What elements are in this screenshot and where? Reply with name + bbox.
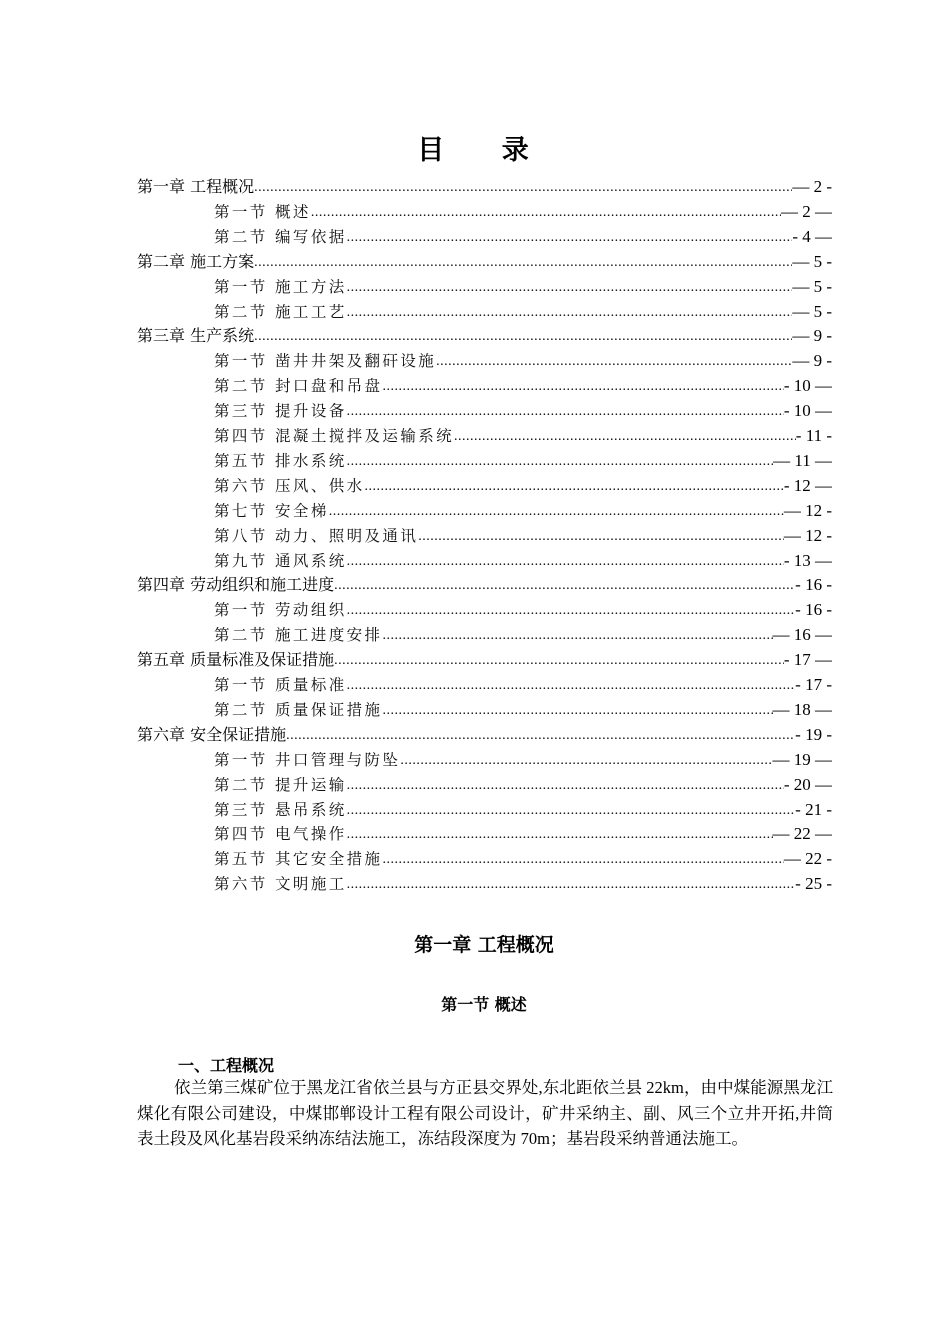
toc-entry-label: 第六节 文明施工 xyxy=(214,875,347,894)
toc-entry-label: 第二节 编写依据 xyxy=(214,227,347,246)
toc-section-entry[interactable] xyxy=(214,772,832,796)
toc-entry-label: 第一节 劳动组织 xyxy=(214,601,347,620)
toc-entry-label: 第三节 悬吊系统 xyxy=(214,800,347,819)
toc-dot-leader xyxy=(334,576,795,596)
toc-section-entry[interactable] xyxy=(214,821,832,845)
toc-dot-leader xyxy=(347,303,793,323)
toc-section-entry[interactable] xyxy=(214,747,832,771)
toc-section-entry[interactable] xyxy=(214,846,832,870)
toc-entry-page: - 20 — xyxy=(783,774,832,794)
toc-entry-page: - 11 - xyxy=(795,426,832,445)
toc-entry-page: — 18 — xyxy=(772,699,832,719)
toc-entry-label: 第二节 施工工艺 xyxy=(214,302,347,321)
toc-section-entry[interactable] xyxy=(214,672,832,696)
toc-entry-label: 第二节 封口盘和吊盘 xyxy=(214,377,383,396)
toc-entry-label: 第五节 其它安全措施 xyxy=(214,850,383,869)
toc-entry-label: 第三节 提升设备 xyxy=(214,402,347,421)
toc-dot-leader xyxy=(347,402,784,422)
toc-entry-label: 第五章 质量标准及保证措施 xyxy=(137,650,335,670)
toc-section-entry[interactable] xyxy=(214,523,832,547)
toc-entry-page: - 16 - xyxy=(795,575,832,595)
toc-entry-label: 第一节 凿井井架及翻矸设施 xyxy=(214,352,437,371)
toc-section-entry[interactable] xyxy=(214,299,832,323)
toc-dot-leader xyxy=(436,352,792,372)
toc-entry-page: — 12 - xyxy=(783,525,832,545)
toc-title: 目 录 xyxy=(417,135,553,166)
toc-dot-leader xyxy=(329,502,784,522)
toc-dot-leader xyxy=(347,601,796,621)
toc-entry-label: 第四章 劳动组织和施工进度 xyxy=(137,575,335,595)
toc-entry-page: — 22 — xyxy=(772,824,832,844)
chapter-heading: 第一章 工程概况 xyxy=(414,934,554,956)
toc-dot-leader xyxy=(347,452,773,472)
toc-section-entry[interactable] xyxy=(214,274,832,298)
toc-dot-leader xyxy=(382,626,772,646)
toc-entry-page: - 17 — xyxy=(783,650,832,670)
toc-entry-page: — 5 - xyxy=(792,301,832,321)
toc-section-entry[interactable] xyxy=(214,797,832,821)
toc-entry-label: 第一章 工程概况 xyxy=(137,177,255,196)
toc-chapter-entry[interactable] xyxy=(137,323,832,347)
toc-dot-leader xyxy=(347,228,793,248)
toc-section-entry[interactable] xyxy=(214,548,832,572)
toc-entry-page: - 25 - xyxy=(795,874,832,894)
toc-entry-label: 第一节 概述 xyxy=(214,202,311,221)
toc-entry-label: 第七节 安全梯 xyxy=(214,501,329,520)
toc-entry-label: 第二节 施工进度安排 xyxy=(214,626,383,645)
toc-section-entry[interactable] xyxy=(214,473,832,497)
body-paragraph: 依兰第三煤矿位于黑龙江省依兰县与方正县交界处,东北距依兰县 22km，由中煤能源黑龙江煤化有限公司建设，中煤邯郸设计工程有限公司设计，矿井采纳主、副、风三个立井开拓,井筒表土段及风化基岩段采纳冻结法施工，冻结段深度为 70m；基岩段采纳普通法施工。 xyxy=(137,1078,833,1148)
toc-entry-page: — 2 - xyxy=(792,177,832,196)
toc-chapter-entry[interactable] xyxy=(137,647,832,671)
toc-section-entry[interactable] xyxy=(214,448,832,472)
toc-entry-label: 第三章 生产系统 xyxy=(137,326,255,346)
toc-entry-page: — 19 — xyxy=(772,749,832,769)
toc-section-entry[interactable] xyxy=(214,871,832,895)
toc-entry-label: 第二节 提升运输 xyxy=(214,775,347,794)
subheading: 一、工程概况 xyxy=(178,1056,275,1075)
toc-entry-page: — 12 - xyxy=(783,500,832,520)
toc-entry-label: 第一节 质量标准 xyxy=(214,676,347,694)
toc-dot-leader xyxy=(365,477,784,497)
toc-section-entry[interactable] xyxy=(214,697,832,721)
toc-entry-page: — 16 — xyxy=(772,625,832,645)
toc-entry-page: - 19 - xyxy=(795,724,832,744)
toc-dot-leader xyxy=(311,203,781,223)
toc-dot-leader xyxy=(382,377,783,397)
toc-entry-page: - 13 — xyxy=(783,550,832,570)
toc-entry-page: — 11 — xyxy=(773,450,832,470)
toc-section-entry[interactable] xyxy=(214,622,832,646)
toc-section-entry[interactable] xyxy=(214,423,832,447)
toc-entry-label: 第四节 电气操作 xyxy=(214,825,347,844)
toc-section-entry[interactable] xyxy=(214,348,832,372)
toc-entry-page: — 2 — xyxy=(781,201,832,221)
toc-entry-page: — 5 - xyxy=(792,251,832,271)
toc-entry-label: 第二节 质量保证措施 xyxy=(214,700,383,719)
toc-chapter-entry[interactable] xyxy=(137,174,832,198)
toc-entry-label: 第九节 通风系统 xyxy=(214,551,347,570)
toc-chapter-entry[interactable] xyxy=(137,722,832,746)
toc-dot-leader xyxy=(334,651,784,671)
toc-entry-page: - 10 — xyxy=(783,401,832,421)
toc-entry-page: - 16 - xyxy=(795,600,832,620)
toc-dot-leader xyxy=(454,427,796,447)
toc-entry-page: — 22 - xyxy=(783,849,832,869)
toc-dot-leader xyxy=(254,253,792,273)
section-heading: 第一节 概述 xyxy=(441,995,527,1014)
toc-entry-page: - 21 - xyxy=(795,799,832,819)
toc-section-entry[interactable] xyxy=(214,597,832,621)
toc-entry-label: 第六节 压风、供水 xyxy=(214,476,365,495)
toc-entry-page: - 10 — xyxy=(783,376,832,396)
toc-entry-label: 第五节 排水系统 xyxy=(214,451,347,470)
toc-entry-label: 第六章 安全保证措施 xyxy=(137,724,287,744)
toc-section-entry[interactable] xyxy=(214,398,832,422)
toc-entry-page: - 12 — xyxy=(783,475,832,495)
toc-chapter-entry[interactable] xyxy=(137,249,832,273)
toc-entry-page: — 9 - xyxy=(792,326,832,346)
toc-dot-leader xyxy=(347,825,773,845)
toc-entry-label: 第一节 井口管理与防坠 xyxy=(214,750,401,769)
toc-entry-label: 第四节 混凝土搅拌及运输系统 xyxy=(214,427,455,445)
toc-dot-leader xyxy=(418,527,784,547)
toc-dot-leader xyxy=(347,875,796,895)
toc-dot-leader xyxy=(382,850,783,870)
toc-entry-label: 第八节 动力、照明及通讯 xyxy=(214,526,419,545)
toc-dot-leader xyxy=(347,278,793,298)
toc-section-entry[interactable] xyxy=(214,224,832,248)
toc-entry-label: 第二章 施工方案 xyxy=(137,251,255,271)
toc-entry-page: - 4 — xyxy=(792,226,832,246)
toc-dot-leader xyxy=(254,178,792,198)
toc-entry-label: 第一节 施工方法 xyxy=(214,277,347,296)
toc-entry-page: - 17 - xyxy=(795,675,832,694)
toc-dot-leader xyxy=(400,751,772,771)
toc-section-entry[interactable] xyxy=(214,498,832,522)
toc-dot-leader xyxy=(347,676,796,696)
toc-dot-leader xyxy=(382,701,772,721)
toc-section-entry[interactable] xyxy=(214,373,832,397)
toc-dot-leader xyxy=(347,552,784,572)
toc-entry-page: — 9 - xyxy=(792,351,832,371)
toc-section-entry[interactable] xyxy=(214,199,832,223)
toc-dot-leader xyxy=(347,801,796,821)
toc-dot-leader xyxy=(347,776,784,796)
toc-entry-page: — 5 - xyxy=(792,276,832,296)
toc-dot-leader xyxy=(254,327,792,347)
toc-chapter-entry[interactable] xyxy=(137,572,832,596)
toc-dot-leader xyxy=(286,726,795,746)
